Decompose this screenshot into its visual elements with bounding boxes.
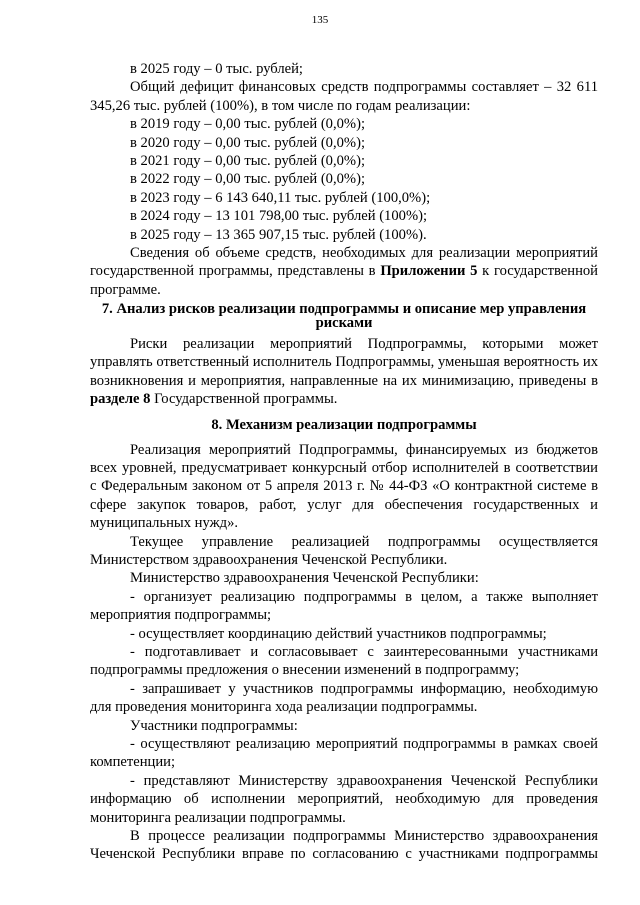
year-line-2019: в 2019 году – 0,00 тыс. рублей (0,0%);	[130, 116, 365, 133]
section-7-heading: 7. Анализ рисков реализации подпрограммы и описание мер управления рисками	[101, 301, 587, 332]
document-body	[90, 60, 598, 864]
risks-paragraph	[90, 335, 598, 409]
year-line-2024: в 2024 году – 13 101 798,00 тыс. рублей (100%);	[130, 208, 428, 225]
year-line-2021: в 2021 году – 0,00 тыс. рублей (0,0%);	[130, 153, 365, 170]
year-line-2020: в 2020 году – 0,00 тыс. рублей (0,0%);	[130, 134, 365, 151]
participants-item-2: - представляют Министерству здравоохранения Чеченской Республики информацию об исполнении мероприятий, необходимую для проведения мониторинга реализации подпрограммы.	[90, 772, 598, 826]
ministry-item-4: - запрашивает у участников подпрограммы информацию, необходимую для проведения мониторинга хода реализации подпрограммы.	[90, 680, 598, 716]
appendix-link-text: Приложении 5	[380, 263, 478, 280]
year-line-2025: в 2025 году – 13 365 907,15 тыс. рублей (100%).	[130, 226, 427, 243]
section-8-heading: 8. Механизм реализации подпрограммы	[211, 417, 477, 434]
management-paragraph: Текущее управление реализацией подпрограммы осуществляется Министерством здравоохранения Чеченской Республики.	[90, 533, 598, 568]
final-paragraph: В процессе реализации подпрограммы Министерство здравоохранения Чеченской Республики вправе по согласованию с участниками подпрограммы	[90, 828, 598, 863]
risks-text-pre: Риски реализации мероприятий Подпрограммы, которыми может управлять ответственный исполнитель Подпрограммы, уменьшая вероятность их возникновения и мероприятия, направленные на их минимизацию, приведены в	[90, 335, 598, 389]
ministry-intro: Министерство здравоохранения Чеченской Республики:	[130, 570, 479, 587]
year-line-2022: в 2022 году – 0,00 тыс. рублей (0,0%);	[130, 171, 365, 188]
risks-section-ref: разделе 8	[90, 390, 151, 407]
appendix-text-pre: Сведения об объеме средств, необходимых для реализации мероприятий государственной программы, представлены в	[90, 245, 598, 280]
participants-intro: Участники подпрограммы:	[130, 717, 298, 734]
year-line-2023: в 2023 году – 6 143 640,11 тыс. рублей (100,0%);	[130, 189, 431, 206]
appendix-text-post: к государственной программе.	[90, 263, 598, 298]
ministry-item-1: - организует реализацию подпрограммы в целом, а также выполняет мероприятия подпрограммы;	[90, 588, 598, 624]
ministry-item-2: - осуществляет координацию действий участников подпрограммы;	[130, 625, 547, 642]
deficit-paragraph: Общий дефицит финансовых средств подпрограммы составляет – 32 611 345,26 тыс. рублей (100%), в том числе по годам реализации:	[90, 79, 598, 114]
page-number: 135	[311, 14, 329, 26]
year-2025-zero: в 2025 году – 0 тыс. рублей;	[130, 61, 303, 77]
appendix-paragraph	[90, 244, 598, 299]
mechanism-paragraph: Реализация мероприятий Подпрограммы, финансируемых из бюджетов всех уровней, предусматривает конкурсный отбор исполнителей в соответствии с Федеральным законом от 5 апреля 2013 г. № 44-ФЗ «О контрактной системе в сфере закупок товаров, работ, услуг для обеспечения государственных и муниципальных нужд».	[90, 441, 598, 532]
participants-item-1: - осуществляют реализацию мероприятий подпрограммы в рамках своей компетенции;	[90, 736, 598, 771]
risks-text-post: Государственной программы.	[150, 390, 338, 407]
ministry-item-3: - подготавливает и согласовывает с заинтересованными участниками подпрограммы предложения о внесении изменений в подпрограмму;	[90, 643, 598, 679]
